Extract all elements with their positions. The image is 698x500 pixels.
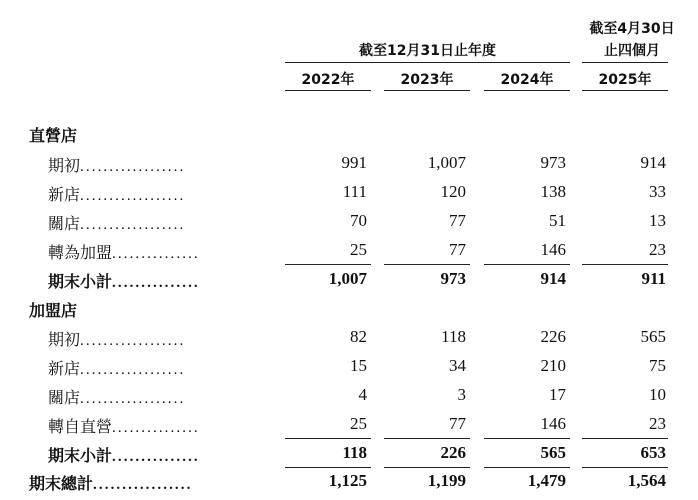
group-column-title: 截至12月31日止年度 bbox=[359, 43, 496, 59]
year-rule-2024 bbox=[484, 90, 570, 91]
row-label-text: 新店 bbox=[48, 359, 81, 378]
leader-dots: ................. bbox=[93, 477, 193, 493]
subtotal-rule-2024 bbox=[484, 438, 570, 439]
year-rule-2023 bbox=[384, 90, 470, 91]
value-2024: 210 bbox=[540, 356, 566, 375]
total-rule-2025 bbox=[582, 467, 668, 468]
value-2022: 15 bbox=[350, 356, 367, 375]
value-2022: 82 bbox=[350, 327, 367, 346]
leader-dots: ............... bbox=[112, 275, 200, 291]
value-2024: 973 bbox=[540, 153, 566, 172]
value-2022: 118 bbox=[342, 443, 367, 462]
row-label bbox=[48, 240, 200, 263]
value-2023: 3 bbox=[457, 385, 466, 404]
value-2022: 991 bbox=[341, 153, 367, 172]
value-2024: 138 bbox=[540, 182, 566, 201]
leader-dots: ............... bbox=[112, 246, 200, 262]
row-label bbox=[29, 471, 192, 494]
row-label-text: 關店 bbox=[48, 214, 81, 233]
value-2024: 1,479 bbox=[527, 471, 566, 490]
last-column-title-line2: 止四個月 bbox=[604, 43, 660, 59]
table-row bbox=[0, 211, 698, 239]
section-title-direct-stores: 直營店 bbox=[29, 126, 78, 145]
row-label bbox=[48, 211, 185, 234]
table-row bbox=[0, 356, 698, 384]
value-2023: 1,007 bbox=[427, 153, 466, 172]
total-rule-2022 bbox=[285, 467, 371, 468]
leader-dots: ............... bbox=[112, 420, 200, 436]
subtotal-rule-2024 bbox=[484, 264, 570, 265]
value-2023: 77 bbox=[449, 211, 466, 230]
value-2025: 23 bbox=[649, 414, 666, 433]
year-header-2022: 2022年 bbox=[301, 72, 355, 88]
total-row bbox=[0, 471, 698, 499]
row-label-text: 轉自直營 bbox=[48, 417, 113, 436]
value-2024: 226 bbox=[540, 327, 566, 346]
value-2023: 120 bbox=[440, 182, 466, 201]
total-rule-2024 bbox=[484, 467, 570, 468]
row-label-text: 期末總計 bbox=[29, 474, 94, 493]
row-label bbox=[48, 414, 200, 437]
row-label bbox=[48, 153, 185, 176]
group-title-rule bbox=[285, 62, 570, 63]
leader-dots: .................. bbox=[80, 159, 186, 175]
table-row bbox=[0, 182, 698, 210]
year-rule-2022 bbox=[285, 90, 371, 91]
value-2022: 1,007 bbox=[328, 269, 367, 288]
row-label bbox=[48, 356, 185, 379]
row-label-text: 轉為加盟 bbox=[48, 243, 113, 262]
last-column-title-line1: 截至4月30日 bbox=[589, 21, 675, 37]
table-row bbox=[0, 385, 698, 413]
row-label bbox=[48, 385, 185, 408]
year-header-2024: 2024年 bbox=[500, 72, 554, 88]
subtotal-rule-2022 bbox=[285, 438, 371, 439]
leader-dots: .................. bbox=[80, 333, 186, 349]
year-header-2023: 2023年 bbox=[400, 72, 454, 88]
value-2025: 75 bbox=[649, 356, 666, 375]
value-2022: 4 bbox=[358, 385, 367, 404]
row-label-text: 期末小計 bbox=[48, 446, 113, 465]
leader-dots: .................. bbox=[80, 188, 186, 204]
value-2022: 70 bbox=[350, 211, 367, 230]
subtotal-rule-2023 bbox=[384, 438, 470, 439]
value-2024: 17 bbox=[549, 385, 566, 404]
table-row bbox=[0, 327, 698, 355]
row-label-text: 期初 bbox=[48, 156, 81, 175]
subtotal-rule-2025 bbox=[582, 438, 668, 439]
value-2025: 914 bbox=[640, 153, 666, 172]
value-2023: 77 bbox=[449, 240, 466, 259]
year-rule-2025 bbox=[582, 90, 668, 91]
value-2025: 1,564 bbox=[627, 471, 666, 490]
value-2025: 13 bbox=[649, 211, 666, 230]
row-label-text: 期初 bbox=[48, 330, 81, 349]
row-label bbox=[48, 327, 185, 350]
value-2023: 77 bbox=[449, 414, 466, 433]
value-2024: 51 bbox=[549, 211, 566, 230]
value-2024: 146 bbox=[540, 414, 566, 433]
row-label-text: 期末小計 bbox=[48, 272, 113, 291]
row-label-text: 關店 bbox=[48, 388, 81, 407]
value-2022: 25 bbox=[350, 240, 367, 259]
subtotal-rule-2025 bbox=[582, 264, 668, 265]
value-2025: 23 bbox=[649, 240, 666, 259]
table-row bbox=[0, 153, 698, 181]
year-header-2025: 2025年 bbox=[598, 72, 652, 88]
total-rule-2023 bbox=[384, 467, 470, 468]
leader-dots: .................. bbox=[80, 391, 186, 407]
value-2024: 146 bbox=[540, 240, 566, 259]
value-2025: 653 bbox=[640, 443, 666, 462]
value-2025: 911 bbox=[641, 269, 666, 288]
value-2023: 1,199 bbox=[427, 471, 466, 490]
value-2024: 914 bbox=[540, 269, 566, 288]
value-2023: 34 bbox=[449, 356, 466, 375]
value-2025: 565 bbox=[640, 327, 666, 346]
value-2022: 25 bbox=[350, 414, 367, 433]
value-2022: 1,125 bbox=[328, 471, 367, 490]
value-2025: 10 bbox=[649, 385, 666, 404]
value-2025: 33 bbox=[649, 182, 666, 201]
leader-dots: .................. bbox=[80, 362, 186, 378]
row-label bbox=[48, 269, 200, 292]
row-label bbox=[48, 182, 185, 205]
value-2022: 111 bbox=[342, 182, 367, 201]
subtotal-rule-2023 bbox=[384, 264, 470, 265]
value-2023: 973 bbox=[440, 269, 466, 288]
leader-dots: ............... bbox=[112, 449, 200, 465]
subtotal-rule-2022 bbox=[285, 264, 371, 265]
subtotal-row bbox=[0, 269, 698, 297]
leader-dots: .................. bbox=[80, 217, 186, 233]
last-title-rule bbox=[582, 62, 668, 63]
row-label-text: 新店 bbox=[48, 185, 81, 204]
row-label bbox=[48, 443, 200, 466]
value-2023: 118 bbox=[441, 327, 466, 346]
value-2024: 565 bbox=[540, 443, 566, 462]
value-2023: 226 bbox=[440, 443, 466, 462]
section-title-franchise-stores: 加盟店 bbox=[29, 301, 78, 320]
